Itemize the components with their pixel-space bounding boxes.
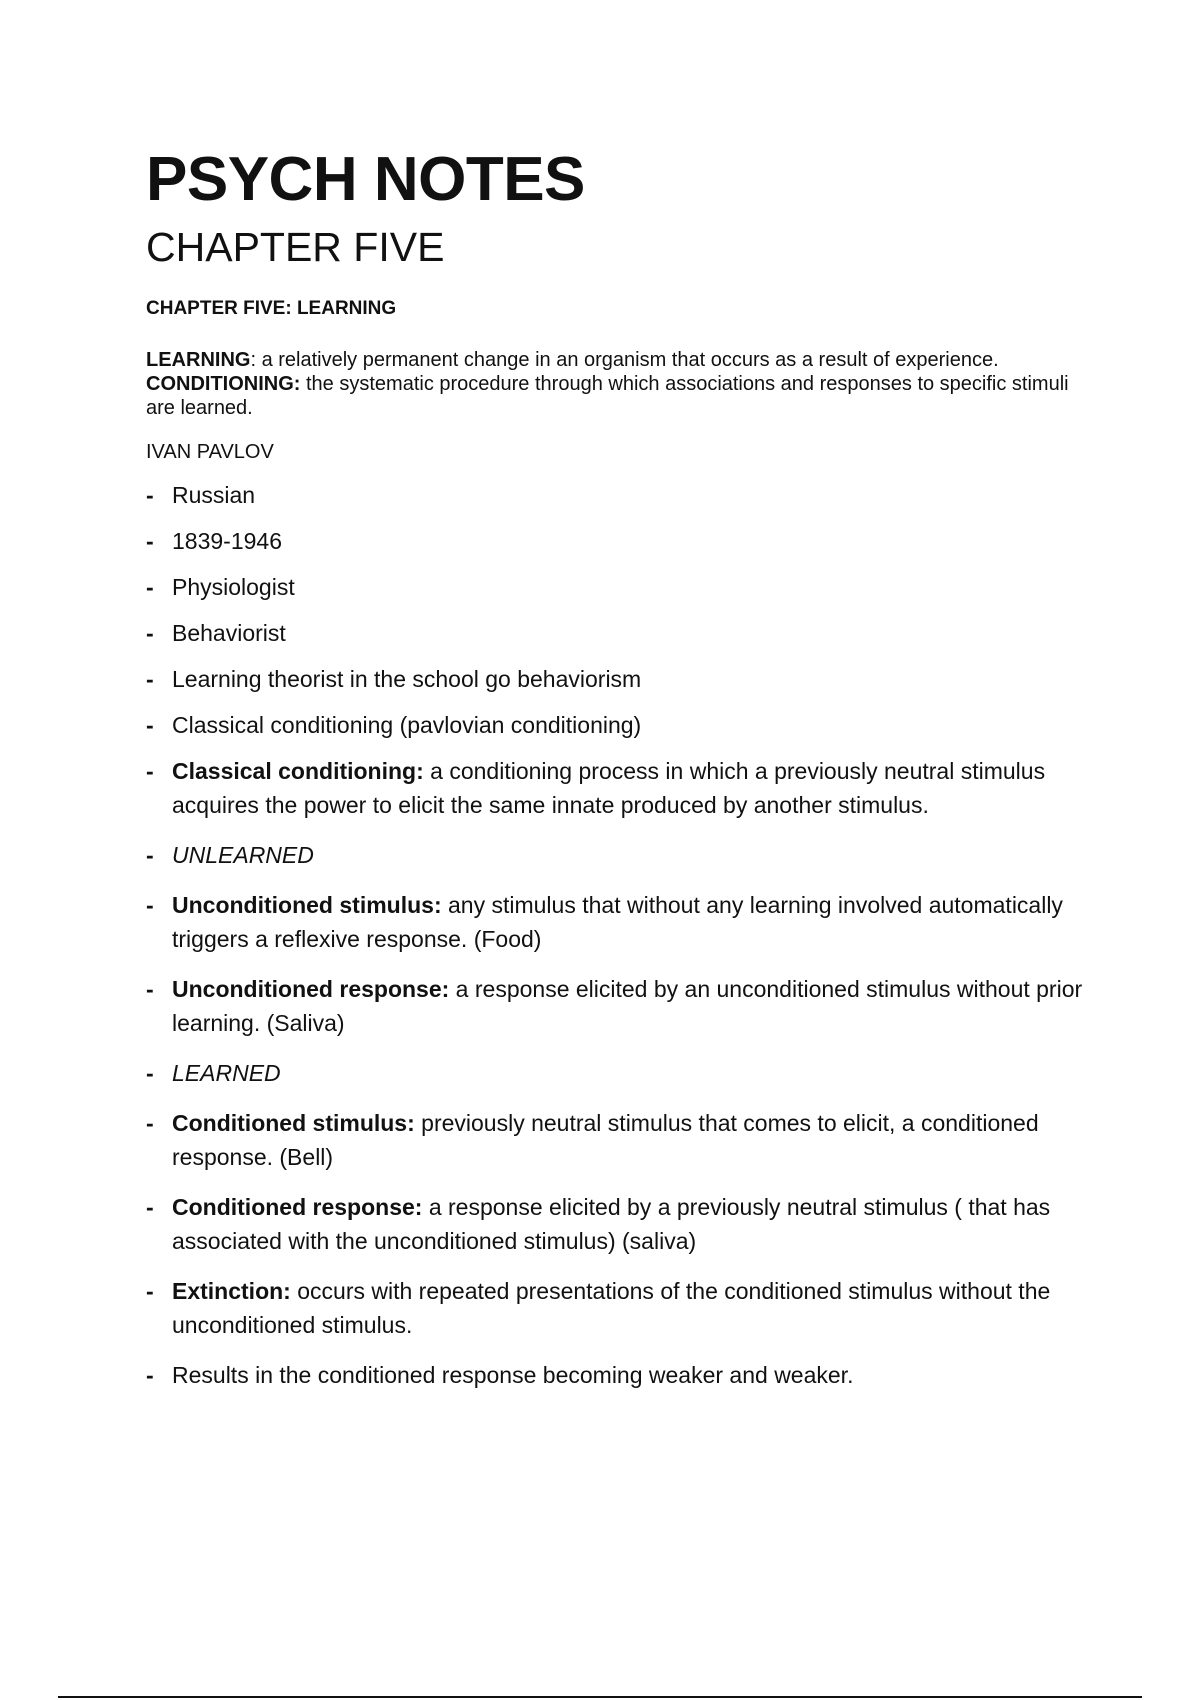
bullet-dash: - [146, 892, 154, 918]
bullet-dash: - [146, 1278, 154, 1304]
definition-text: a relatively permanent change in an organism that occurs as a result of experience. [256, 349, 999, 371]
bullet-term: Conditioned stimulus: [172, 1110, 415, 1136]
bullet-dash: - [146, 1362, 154, 1388]
bullet-item [146, 1190, 1086, 1258]
bullet-dash: - [146, 666, 154, 692]
bullet-item [146, 1274, 1086, 1342]
bullet-item [146, 754, 1086, 822]
bullet-dash: - [146, 528, 154, 554]
bullet-list [146, 478, 1086, 1392]
bullet-item [146, 838, 1086, 872]
bullet-item [146, 1106, 1086, 1174]
definition-learning [146, 348, 1086, 372]
bullet-text: Russian [172, 482, 256, 508]
bullet-text: Physiologist [172, 574, 295, 600]
bullet-text: any stimulus that without any learning involved automatically triggers a reflexive response. (Food) [172, 892, 1063, 952]
bullet-item [146, 570, 1086, 604]
bullet-item [146, 662, 1086, 696]
bullet-item [146, 1358, 1086, 1392]
bullet-text: LEARNED [172, 1060, 281, 1086]
bullet-dash: - [146, 712, 154, 738]
bullet-item [146, 708, 1086, 742]
bullet-term: Conditioned response: [172, 1194, 423, 1220]
definition-separator: : [250, 349, 257, 371]
document-page [146, 145, 1086, 1408]
footer-rule [58, 1696, 1142, 1698]
person-heading: IVAN PAVLOV [146, 441, 274, 463]
bullet-item [146, 1056, 1086, 1090]
bullet-dash: - [146, 976, 154, 1002]
bullet-term: Unconditioned stimulus: [172, 892, 442, 918]
bullet-text: previously neutral stimulus that comes to elicit, a conditioned response. (Bell) [172, 1110, 1039, 1170]
bullet-dash: - [146, 620, 154, 646]
bullet-term: Classical conditioning: [172, 758, 424, 784]
bullet-text: Learning theorist in the school go behaviorism [172, 666, 642, 692]
bullet-item [146, 888, 1086, 956]
bullet-term: Unconditioned response: [172, 976, 450, 1002]
definitions-block [146, 348, 1086, 420]
bullet-dash: - [146, 1194, 154, 1220]
bullet-dash: - [146, 1110, 154, 1136]
bullet-term: Extinction: [172, 1278, 291, 1304]
bullet-text: Classical conditioning (pavlovian conditioning) [172, 712, 642, 738]
bullet-item [146, 616, 1086, 650]
definition-text: the systematic procedure through which associations and responses to specific stimuli are learned. [146, 373, 1069, 419]
bullet-text: 1839-1946 [172, 528, 282, 554]
bullet-item [146, 972, 1086, 1040]
bullet-text: a conditioning process in which a previously neutral stimulus acquires the power to elicit the same innate produced by another stimulus. [172, 758, 1046, 818]
bullet-dash: - [146, 1060, 154, 1086]
bullet-item [146, 478, 1086, 512]
bullet-item [146, 524, 1086, 558]
bullet-text: occurs with repeated presentations of the conditioned stimulus without the unconditioned stimulus. [172, 1278, 1051, 1338]
page-title: PSYCH NOTES [146, 145, 585, 214]
bullet-dash: - [146, 842, 154, 868]
definition-term: LEARNING [146, 349, 251, 371]
section-heading: CHAPTER FIVE: LEARNING [146, 298, 397, 319]
page-subtitle: CHAPTER FIVE [146, 224, 445, 270]
bullet-dash: - [146, 482, 154, 508]
definition-term: CONDITIONING: [146, 373, 301, 395]
bullet-dash: - [146, 758, 154, 784]
bullet-text: UNLEARNED [172, 842, 314, 868]
bullet-text: a response elicited by a previously neutral stimulus ( that has associated with the unconditioned stimulus) (saliva) [172, 1194, 1051, 1254]
bullet-dash: - [146, 574, 154, 600]
bullet-text: a response elicited by an unconditioned stimulus without prior learning. (Saliva) [172, 976, 1083, 1036]
bullet-text: Results in the conditioned response becoming weaker and weaker. [172, 1362, 854, 1388]
bullet-text: Behaviorist [172, 620, 286, 646]
definition-conditioning [146, 372, 1086, 420]
